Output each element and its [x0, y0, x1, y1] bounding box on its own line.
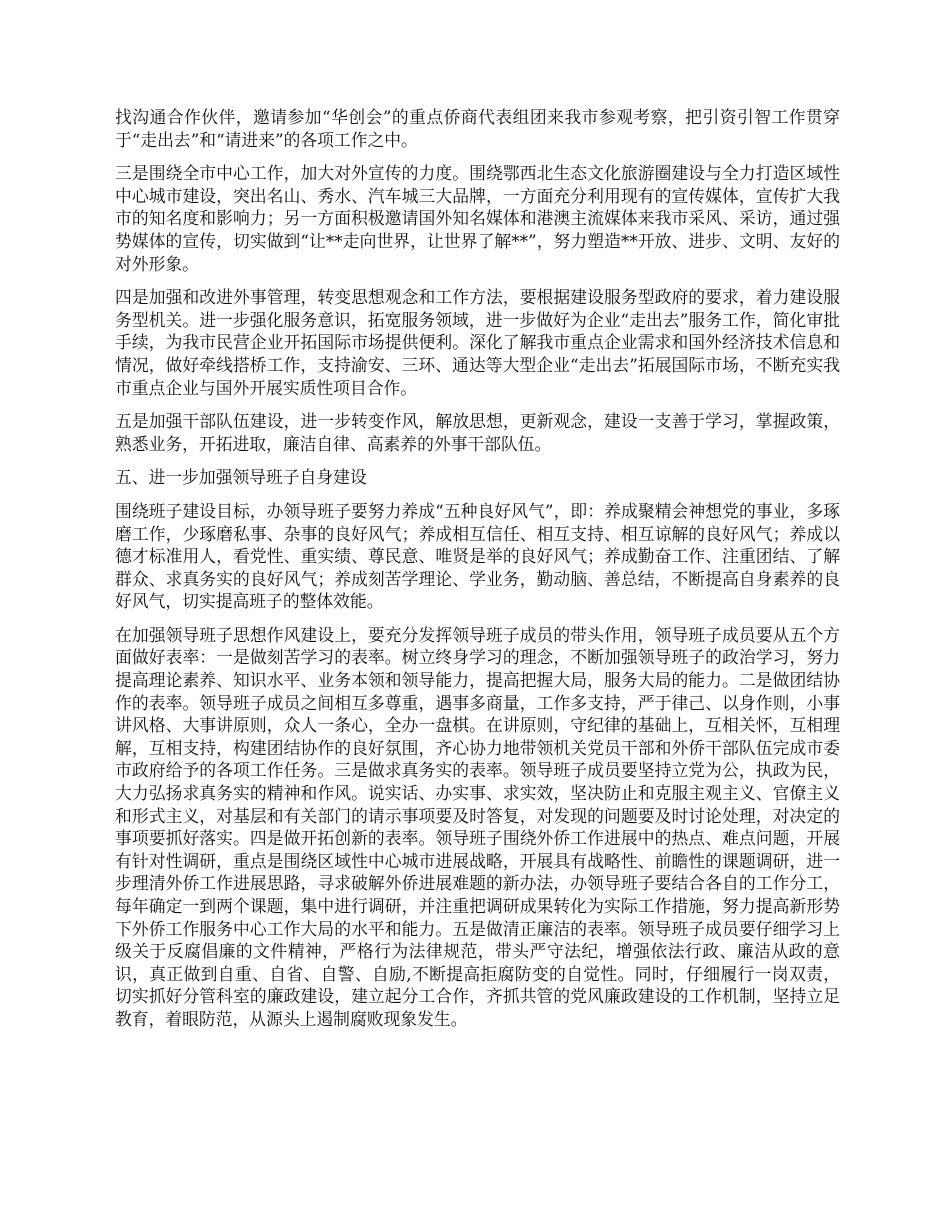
paragraph-5: 围绕班子建设目标，办领导班子要努力养成“五种良好风气”，即：养成聚精会神想党的事业，多琢磨工作，少琢磨私事、杂事的良好风气；养成相互信任、相互支持、相互谅解的良好风气；养成以德才标准用人，看党性、重实绩、尊民意、唯贤是举的良好风气；养成勤奋工作、注重团结、了解群众、求真务实的良好风气；养成刻苦学理论、学业务，勤动脑、善总结，不断提高自身素养的良好风气，切实提高班子的整体效能。 — [115, 500, 840, 612]
paragraph-6: 在加强领导班子思想作风建设上，要充分发挥领导班子成员的带头作用，领导班子成员要从五个方面做好表率：一是做刻苦学习的表率。树立终身学习的理念，不断加强领导班子的政治学习，努力提高理论素养、知识水平、业务本领和领导能力，提高把握大局，服务大局的能力。二是做团结协作的表率。领导班子成员之间相互多尊重，遇事多商量，工作多支持，严于律己、以身作则，小事讲风格、大事讲原则，众人一条心，全办一盘棋。在讲原则，守纪律的基础上，互相关怀，互相理解，互相支持，构建团结协作的良好氛围，齐心协力地带领机关党员干部和外侨干部队伍完成市委市政府给予的各项工作任务。三是做求真务实的表率。领导班子成员要坚持立党为公，执政为民，大力弘扬求真务实的精神和作风。说实话、办实事、求实效，坚决防止和克服主观主义、官僚主义和形式主义，对基层和有关部门的请示事项要及时答复，对发现的问题要及时讨论处理，对决定的事项要抓好落实。四是做开拓创新的表率。领导班子围绕外侨工作进展中的热点、难点问题，开展有针对性调研，重点是围绕区域性中心城市进展战略，开展具有战略性、前瞻性的课题调研，进一步理清外侨工作进展思路，寻求破解外侨进展难题的新办法，办领导班子要结合各自的工作分工，每年确定一到两个课题，集中进行调研，并注重把调研成果转化为实际工作措施，努力提高新形势下外侨工作服务中心工作大局的水平和能力。五是做清正廉洁的表率。领导班子成员要仔细学习上级关于反腐倡廉的文件精神，严格行为法律规范，带头严守法纪，增强依法行政、廉洁从政的意识，真正做到自重、自省、自警、自励,不断提高拒腐防变的自觉性。同时，仔细履行一岗双责，切实抓好分管科室的廉政建设，建立起分工合作，齐抓共管的党风廉政建设的工作机制，坚持立足教育，着眼防范，从源头上遏制腐败现象发生。 — [115, 624, 840, 1029]
paragraph-2: 三是围绕全市中心工作，加大对外宣传的力度。围绕鄂西北生态文化旅游圈建设与全力打造区域性中心城市建设，突出名山、秀水、汽车城三大品牌，一方面充分利用现有的宣传媒体，宣传扩大我市的知名度和影响力；另一方面积极邀请国外知名媒体和港澳主流媒体来我市采风、采访，通过强势媒体的宣传，切实做到“让**走向世界，让世界了解**”，努力塑造**开放、进步、文明、友好的对外形象。 — [115, 163, 840, 274]
paragraph-3: 四是加强和改进外事管理，转变思想观念和工作方法，要根据建设服务型政府的要求，着力建设服务型机关。进一步强化服务意识，拓宽服务领域，进一步做好为企业“走出去”服务工作，简化审批手续，为我市民营企业开拓国际市场提供便利。深化了解我市重点企业需求和国外经济技术信息和情况，做好牵线搭桥工作，支持渝安、三环、通达等大型企业“走出去”拓展国际市场，不断充实我市重点企业与国外开展实质性项目合作。 — [115, 287, 840, 398]
paragraph-4: 五是加强干部队伍建设，进一步转变作风，解放思想，更新观念，建设一支善于学习，掌握政策，熟悉业务，开拓进取，廉洁自律、高素养的外事干部队伍。 — [115, 411, 840, 454]
section-heading: 五、进一步加强领导班子自身建设 — [115, 467, 367, 488]
paragraph-1: 找沟通合作伙伴，邀请参加“华创会”的重点侨商代表组团来我市参观考察，把引资引智工作贯穿于“走出去”和“请进来”的各项工作之中。 — [115, 107, 840, 150]
document-body — [115, 106, 840, 1042]
